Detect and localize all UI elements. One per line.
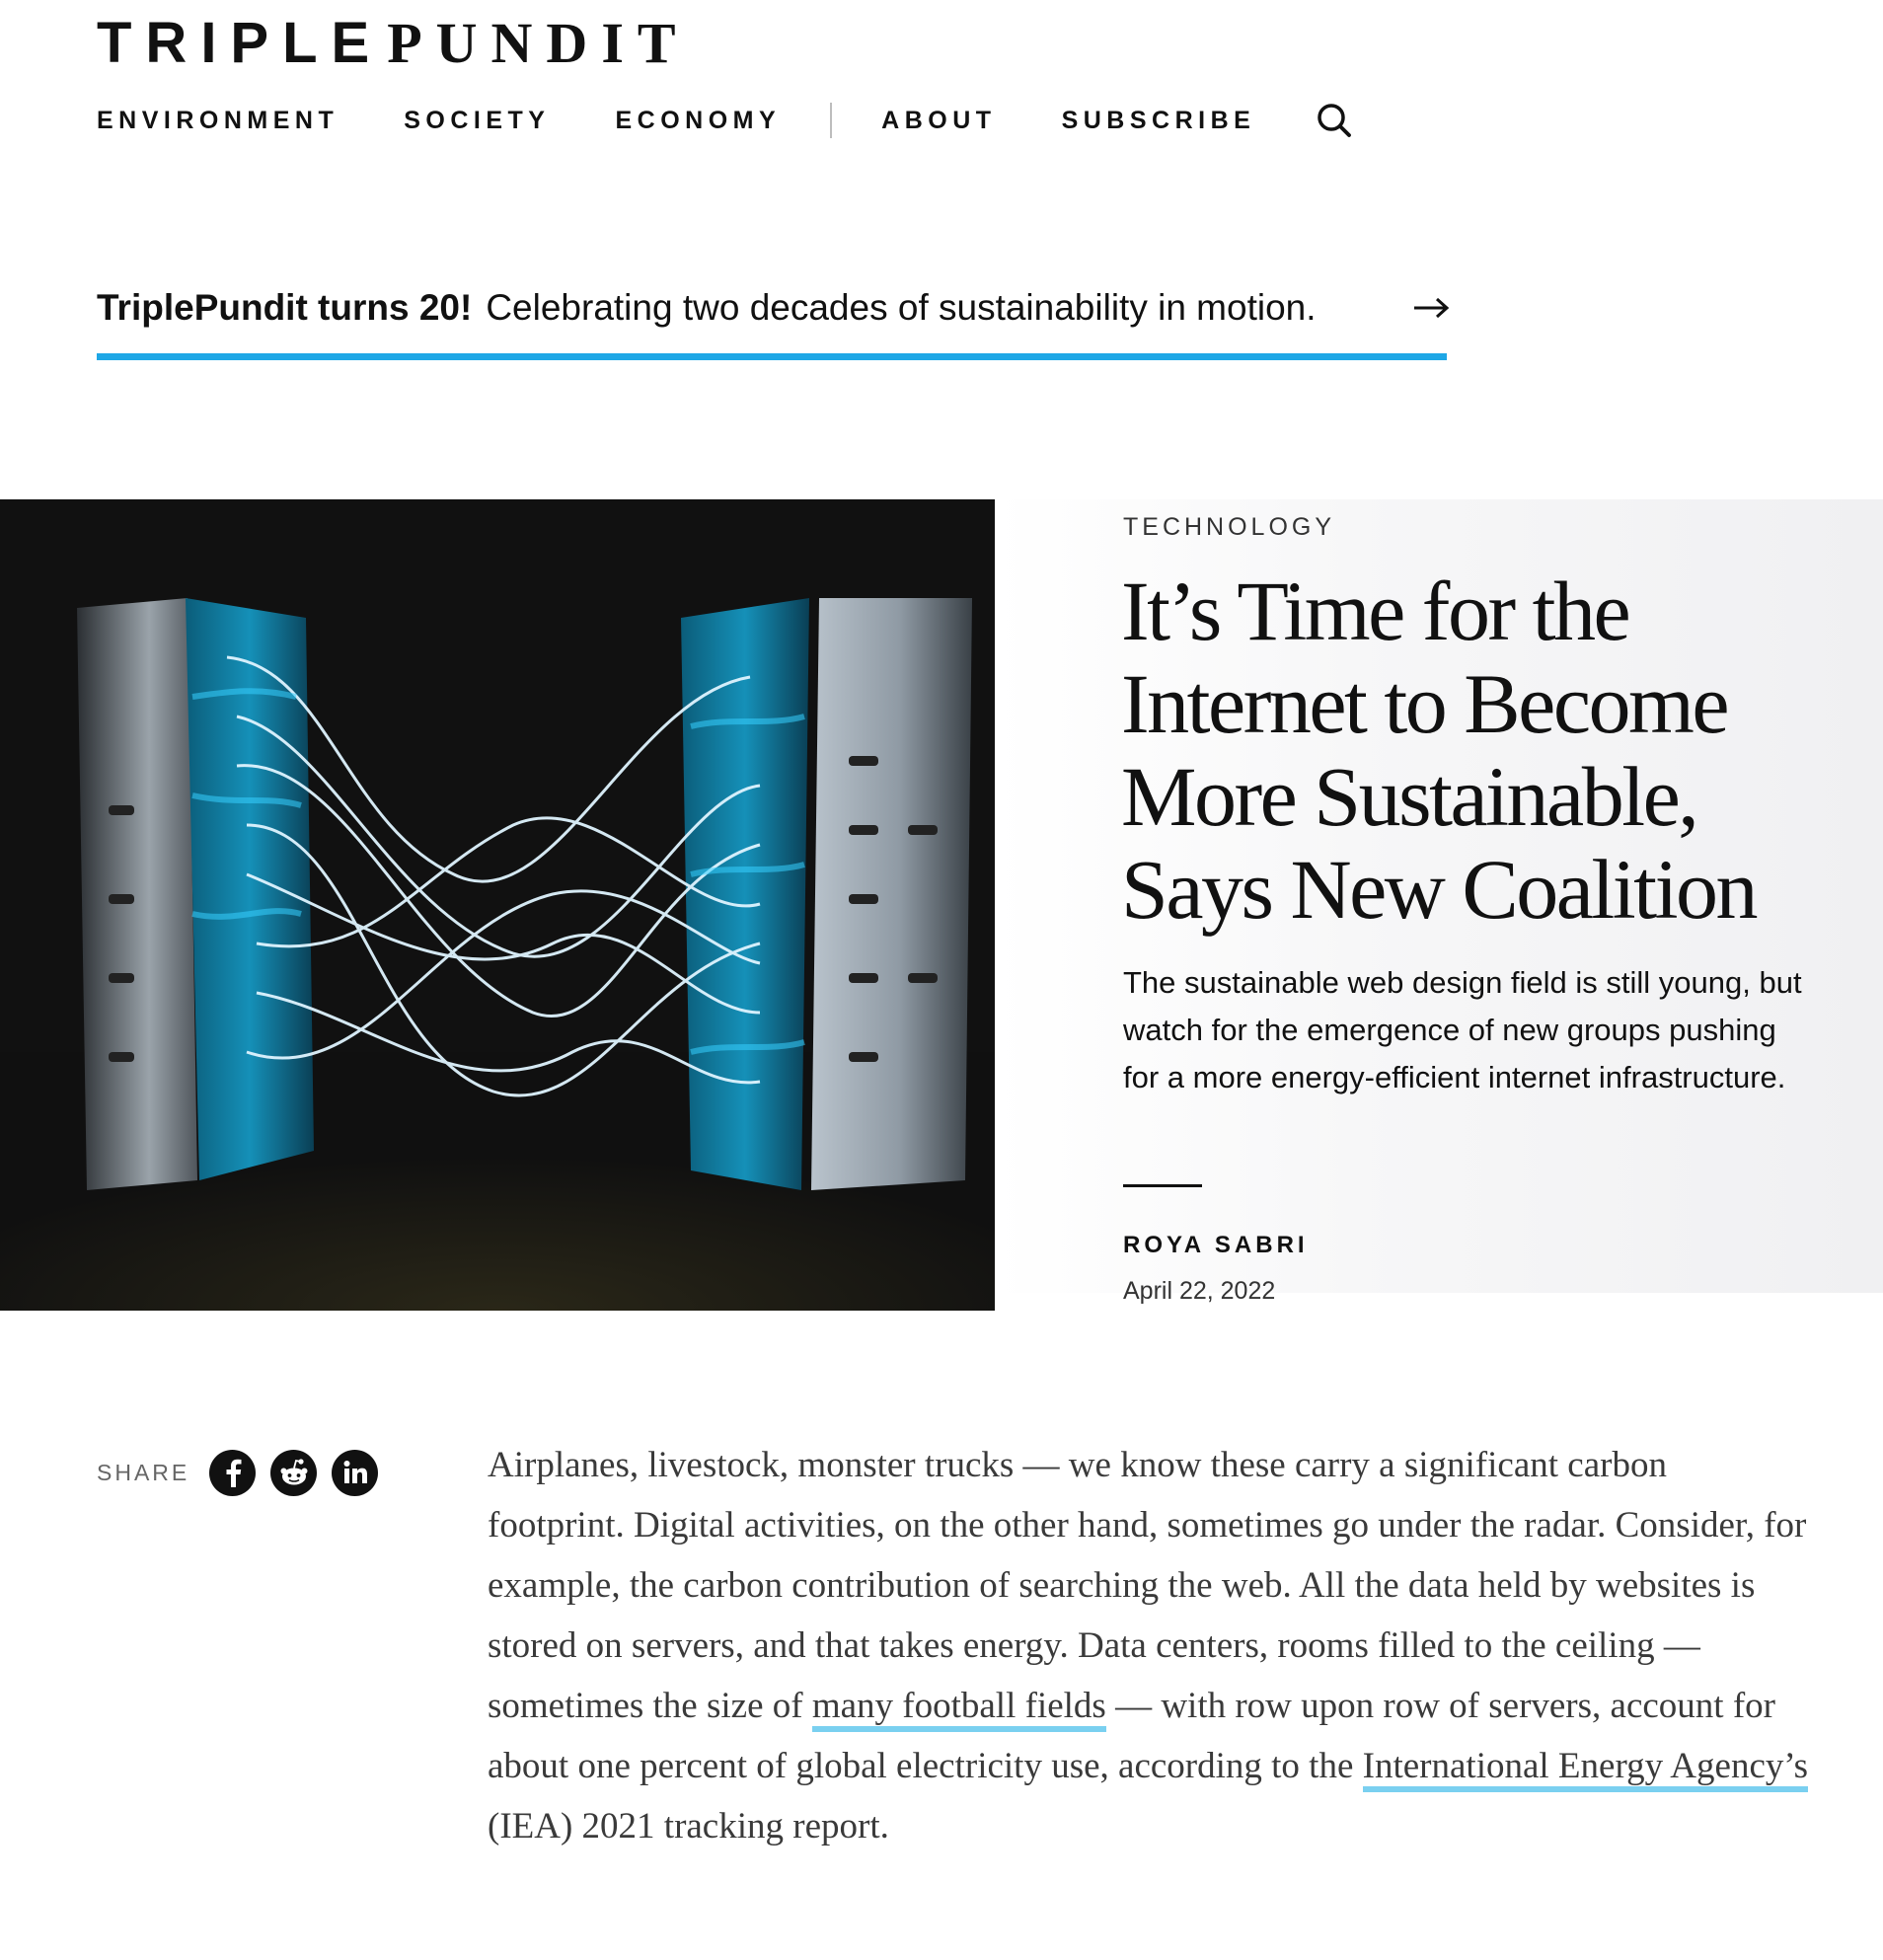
hero-image	[0, 499, 995, 1311]
banner-strong: TriplePundit turns 20!	[97, 287, 473, 328]
body-text-2: — with row upon row of servers, account for about one percent of global electricity use, according to the	[488, 1686, 1775, 1786]
share-linkedin-button[interactable]	[332, 1450, 378, 1496]
nav-subscribe[interactable]: SUBSCRIBE	[1061, 106, 1256, 134]
right-back-panel	[681, 598, 809, 1190]
article-dek: The sustainable web design field is still young, but watch for the emergence of new groups pushing for a more energy-efficient internet infrastructure.	[1123, 965, 1802, 1094]
link-iea[interactable]: International Energy Agency’s	[1363, 1746, 1808, 1792]
reddit-icon	[277, 1458, 311, 1487]
article-date: April 22, 2022	[1123, 1277, 1276, 1305]
left-front-panel	[186, 598, 314, 1180]
arrow-right-icon	[1411, 288, 1451, 328]
anniversary-banner[interactable]	[97, 278, 1447, 361]
link-football-fields[interactable]: many football fields	[812, 1686, 1106, 1732]
body-text-3: (IEA) 2021 tracking report.	[488, 1806, 889, 1847]
search-icon	[1317, 103, 1352, 138]
right-front-panel	[811, 598, 972, 1190]
share-facebook-button[interactable]	[209, 1450, 256, 1496]
article-body-paragraph	[488, 1435, 1810, 1856]
share-bar	[97, 1449, 393, 1496]
nav-society[interactable]: SOCIETY	[404, 106, 551, 134]
article-author[interactable]: ROYA SABRI	[1123, 1232, 1309, 1258]
byline-divider	[1123, 1184, 1202, 1187]
site-logo[interactable]	[97, 11, 690, 75]
article-title: It’s Time for the Internet to Become More Sustainable, Says New Coalition	[1121, 564, 1756, 937]
hero-illustration	[0, 499, 995, 1311]
nav-economy[interactable]: ECONOMY	[615, 106, 782, 134]
nav-about[interactable]: ABOUT	[881, 106, 997, 134]
nav-divider	[830, 103, 832, 138]
share-label: SHARE	[97, 1459, 190, 1485]
facebook-icon	[222, 1458, 244, 1487]
body-text-1: Airplanes, livestock, monster trucks — we know these carry a significant carbon footprint. Digital activities, on the other hand, sometimes go under the radar. Consider, for example, the carbon contribution of searching the web. All the data held by websites is stored on servers, and that takes energy. Data centers, rooms filled to the ceiling — sometimes the size of	[488, 1445, 1807, 1726]
article-category[interactable]: TECHNOLOGY	[1123, 513, 1336, 541]
banner-text	[97, 284, 1317, 332]
logo-triple: TRIPLE	[97, 11, 384, 75]
share-reddit-button[interactable]	[270, 1450, 317, 1496]
banner-message: Celebrating two decades of sustainability in motion.	[486, 287, 1317, 328]
search-button[interactable]	[1315, 101, 1354, 140]
nav-environment[interactable]: ENVIRONMENT	[97, 106, 339, 134]
logo-pundit: PUNDIT	[387, 11, 690, 75]
banner-underline	[97, 353, 1447, 360]
left-back-panel	[77, 598, 197, 1190]
main-nav	[97, 95, 1354, 146]
linkedin-icon	[342, 1460, 368, 1485]
